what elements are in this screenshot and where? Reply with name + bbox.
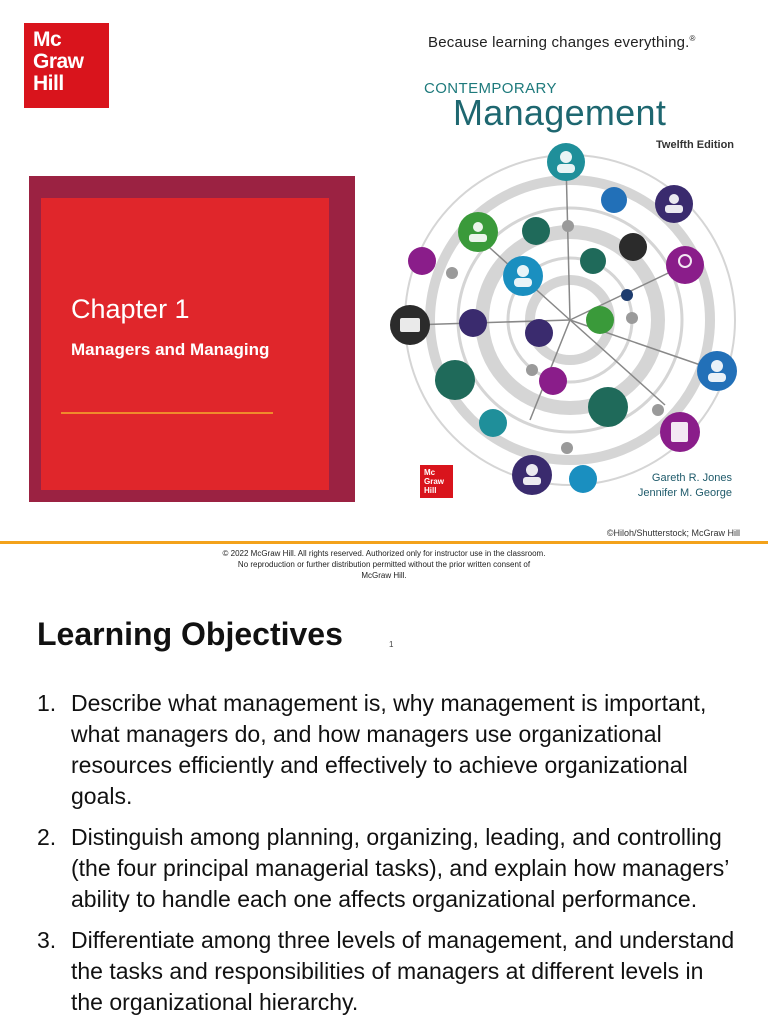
list-number: 1.	[37, 690, 57, 716]
logo-line: Hill	[424, 486, 437, 495]
cover-network-graphic	[380, 130, 760, 500]
book-title: Management	[453, 92, 667, 133]
slide-divider	[0, 541, 768, 544]
book-edition: Twelfth Edition	[656, 139, 735, 151]
tagline	[428, 34, 696, 51]
book-subtitle: CONTEMPORARY	[424, 80, 557, 97]
globe-person-icon	[479, 409, 507, 437]
people-icon	[459, 309, 487, 337]
briefcase-icon	[619, 233, 647, 261]
copyright-line: © 2022 McGraw Hill. All rights reserved. Authorized only for instructor use in the classroom.	[222, 549, 546, 558]
logo-line: Mc	[424, 468, 436, 477]
page-title: Learning Objectives	[37, 616, 343, 652]
copyright-line: No reproduction or further distribution permitted without the prior written consent of	[237, 560, 531, 569]
settings-person-icon	[601, 187, 627, 213]
teamwork-icon	[586, 306, 614, 334]
logo-line: Graw	[33, 50, 84, 73]
logo-line: Graw	[424, 477, 445, 486]
list-number: 3.	[37, 927, 57, 953]
search-person-icon	[666, 246, 704, 284]
chapter-box	[41, 198, 329, 490]
logo-line: Mc	[33, 28, 62, 51]
mcgraw-hill-logo	[24, 23, 109, 108]
chapter-subtitle: Managers and Managing	[71, 340, 270, 359]
tagline-text: Because learning changes everything.	[428, 34, 690, 51]
leader-icon	[569, 465, 597, 493]
chart-icon	[580, 248, 606, 274]
chapter-title: Chapter 1	[71, 294, 190, 324]
balance-scale-icon	[588, 387, 628, 427]
list-number: 2.	[37, 824, 57, 850]
list-text: Distinguish among planning, organizing, leading, and controlling (the four principal managerial tasks), and explain how managers’ ability to handle each one affects organizational performance.	[71, 824, 729, 912]
objectives-list	[37, 688, 737, 1028]
logo-line: Hill	[33, 72, 64, 95]
mcgraw-hill-small-logo	[420, 465, 453, 498]
registered-mark: ®	[689, 34, 696, 43]
learning-objectives-slide	[0, 580, 768, 1024]
search-person-icon	[539, 367, 567, 395]
presentation-icon	[435, 360, 475, 400]
list-text: Describe what management is, why management is important, what managers do, and how managers use organizational resources efficiently and effectively to achieve organizational goals.	[71, 690, 707, 809]
list-text: Differentiate among three levels of management, and understand the tasks and responsibilities of managers at different levels in the organizational hierarchy.	[71, 927, 735, 1015]
list-item	[37, 925, 737, 1018]
copyright-notice	[180, 548, 588, 578]
balance-scale-icon	[522, 217, 550, 245]
list-item	[37, 688, 737, 812]
balance-scale-icon	[525, 319, 553, 347]
chapter-frame	[29, 176, 355, 502]
author-name: Jennifer M. George	[637, 487, 732, 499]
chapter-underline	[61, 412, 273, 414]
photo-credit: ©Hiloh/Shutterstock; McGraw Hill	[606, 528, 740, 538]
checklist-icon	[408, 247, 436, 275]
copyright-line: McGraw Hill.	[361, 571, 407, 578]
author-name: Gareth R. Jones	[651, 472, 732, 484]
list-item	[37, 822, 737, 915]
book-authors	[610, 471, 732, 501]
footnote-marker: 1	[389, 640, 394, 649]
